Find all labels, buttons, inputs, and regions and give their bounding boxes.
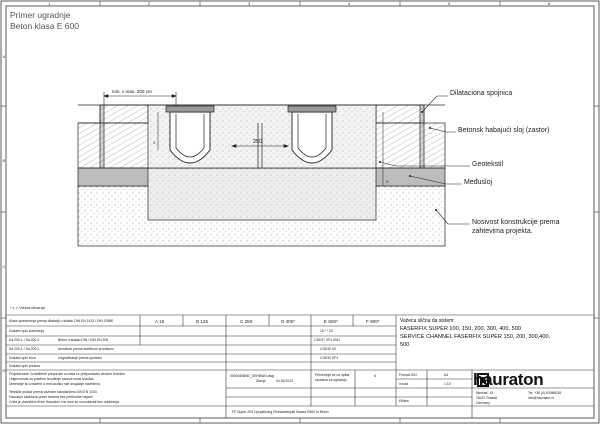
grate-left xyxy=(166,106,214,112)
class-e600: E 600* xyxy=(324,319,338,324)
grid-col-label: 3 xyxy=(248,1,251,6)
e600-value: 15 / * 20 xyxy=(320,329,333,333)
scale-label: modul xyxy=(399,382,409,386)
norm-label: Klase opterećenja prema dilataciji u skladu DIN EN 1433 / DIN 19580 xyxy=(9,319,114,323)
page-number: 6 xyxy=(374,374,376,378)
drainage-channel-left xyxy=(166,106,214,163)
class-b125: B 125 xyxy=(196,319,209,324)
e600-value: C30/37 XF4 XM1 xyxy=(314,338,341,342)
row-note: Beton u skladu DIN / DIN EN 206 xyxy=(58,338,109,342)
note-line: Dimenzije su izražene u mm ukoliko nije drugačije navedeno. xyxy=(9,382,101,386)
company-address: 76437 Rastatt xyxy=(476,396,498,400)
e600-value: C25/30 X0 xyxy=(320,347,337,351)
callout-geotextile: Geotekstil xyxy=(472,161,504,168)
dimension-x-label: X xyxy=(153,140,156,145)
note-line: Projektovane i izvedbene preporuke su data uz pretpostavku stručne izvedbe. xyxy=(9,372,126,376)
company-email: info@hauraton.rs xyxy=(528,396,555,400)
drainage-channel-right xyxy=(288,106,336,163)
dimension-x-label-right: X xyxy=(386,179,389,184)
meta-note: uputstva za ugradnju. xyxy=(315,378,348,382)
row-label: Sa 200-1 / Sa 200-2 xyxy=(9,338,40,342)
grid-col-label: 4 xyxy=(348,1,351,6)
file-name: 00001658ND_SERBIAN.dwg xyxy=(230,374,274,378)
company-address: Werkstr. 13 xyxy=(476,391,494,395)
class-a15: A 15 xyxy=(155,319,165,324)
note-line: Crtež je vlasništvo firme Hauraton i ne sme se umnožavati bez odobrenja. xyxy=(9,400,120,404)
grid-row-label: D xyxy=(2,368,6,373)
callout-interlayer: Međusloj xyxy=(464,179,493,186)
grid-row-label: A xyxy=(2,54,6,59)
grid-row-label: C xyxy=(2,264,6,269)
grid-row-label: B xyxy=(2,158,6,163)
company-phone: Tel. +38 (0) 63366036 xyxy=(528,391,562,395)
sheet-label: Efillew xyxy=(399,399,409,403)
footnote: * x = Visina ulivanja xyxy=(10,305,45,310)
e600-value: C25/30 XF4 xyxy=(320,356,339,360)
meta-note: Primenjuje se uz opšta xyxy=(315,373,350,377)
grid-col-label: 6 xyxy=(548,1,551,6)
grid-col-label: 2 xyxy=(148,1,151,6)
callout-subbase: Nosivost konstrukcije prema xyxy=(472,219,560,226)
row-label: Dodatni opis ivica xyxy=(9,356,36,360)
product-heading: Važeća slična da sistem: xyxy=(400,318,455,324)
date-value: 04.06.2024 xyxy=(276,379,293,383)
date-label: Stanje xyxy=(256,379,266,383)
callout-subbase-2: zahtevima projekta. xyxy=(472,228,533,235)
note-line: Tehnički podaci prema važećim standardima DIN EN 1433. xyxy=(9,390,98,394)
row-note: Armatura prema statičkom proračunu xyxy=(58,347,114,351)
format-label: Format DIN xyxy=(399,373,417,377)
dimension-min-max-label: min. x max. 200 cm xyxy=(112,89,152,94)
row-label: Dodatni opis korišćenja xyxy=(9,329,45,333)
class-d400: D 400* xyxy=(281,319,296,324)
row-note: Uzgrađivanje prema uputstvu xyxy=(58,356,103,360)
note-line: Hauraton zadržava pravo izmena bez prethodne najave. xyxy=(9,395,94,399)
company-address: Germany xyxy=(476,401,490,405)
hauraton-logo: hauraton xyxy=(473,370,544,389)
dimension-250-label: 250 xyxy=(253,139,263,145)
product-line: SERVICE CHANNEL FASERFIX SUPER 150, 200, 300,400, xyxy=(400,334,551,340)
product-line: 500 xyxy=(400,342,410,348)
grate-right xyxy=(288,106,336,112)
drawing-caption: FF-Super-200 Oprpstrharg Einbaubeispiel Klasse E600 in Beton xyxy=(232,410,329,414)
row-label: Dodatni opis prelaza xyxy=(9,364,40,368)
row-label: Sa 200-1 / Sa 200-2 xyxy=(9,347,40,351)
class-c250: C 250 xyxy=(240,319,253,324)
callout-expansion-joint: Dilataciona spojnica xyxy=(450,90,513,97)
scale-value: 1:10 xyxy=(444,382,451,386)
product-line: FASERFIX SUPER 100, 150, 200, 300, 400, 500 xyxy=(400,326,521,332)
drawing-title: Primer ugradnje xyxy=(10,10,71,20)
callout-wearing-course: Betonsk habajući sloj (zastor) xyxy=(458,127,550,134)
grid-col-label: 5 xyxy=(448,1,451,6)
class-f900: F 900* xyxy=(366,319,380,324)
format-value: A4 xyxy=(444,373,449,377)
drawing-subtitle: Beton klasa E 600 xyxy=(10,21,79,31)
grid-col-label: 1 xyxy=(48,1,51,6)
note-line: Odgovornost za pravilno izvođenje radova snosi izvođač. xyxy=(9,377,95,381)
